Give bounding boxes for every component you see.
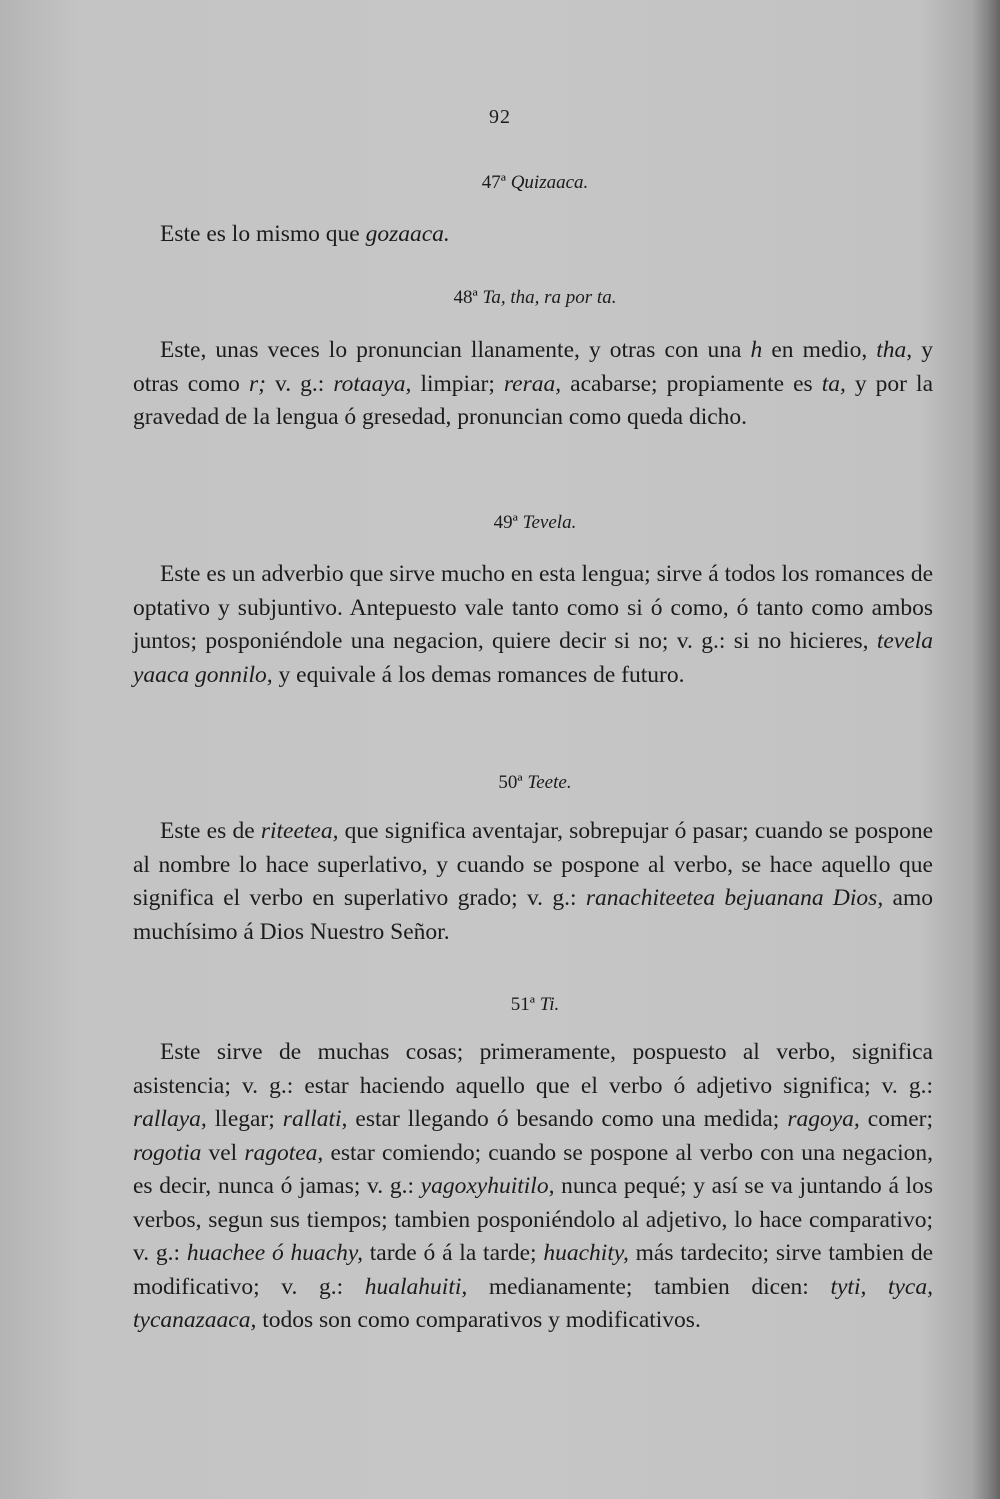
- italic-term: ranachiteetea bejuanana Dios,: [585, 885, 884, 911]
- body-text: Este es lo mismo que: [160, 221, 366, 247]
- section-title: Ta, tha, ra por ta.: [482, 287, 617, 308]
- body-text: Este es de: [160, 818, 261, 844]
- italic-term: gozaaca.: [365, 221, 450, 247]
- italic-term: reraa,: [503, 370, 562, 397]
- section-heading-51: [0, 994, 1000, 1016]
- italic-term: tyti, tyca, tycanazaaca,: [133, 1273, 933, 1333]
- italic-term: rallaya,: [133, 1106, 207, 1132]
- body-text: más tardecito; sirve tambien de modificativo; v. g.:: [133, 1240, 934, 1300]
- italic-term: ragoya,: [787, 1106, 860, 1132]
- body-text: acabarse; propiamente es: [561, 370, 822, 397]
- body-text: Este, unas veces lo pronuncian llanamente, y otras con una: [160, 337, 751, 363]
- body-text: en medio,: [762, 337, 877, 363]
- body-text: medianamente; tambien dicen:: [467, 1273, 831, 1300]
- italic-term: ta,: [821, 370, 846, 397]
- section-body-49: [133, 558, 933, 692]
- section-heading-47: [0, 172, 1000, 194]
- italic-term: rogotia: [133, 1139, 202, 1166]
- section-body-47: [133, 218, 933, 252]
- italic-term: huachity,: [543, 1240, 629, 1266]
- italic-term: h: [750, 337, 763, 363]
- body-text: Este es un adverbio que sirve mucho en esta lengua; sirve á todos los romances de optativo y subjuntivo. Antepuesto vale tanto como si ó como, ó tanto como ambos juntos; posponiéndole una negacion, quiere decir si no; v. g.: si no hicieres,: [133, 561, 933, 654]
- italic-term: tha,: [876, 337, 913, 363]
- body-text: Este sirve de muchas cosas; primeramente, pospuesto al verbo, significa asistencia; v. g.: estar haciendo aquello que el verbo ó adjetivo significa; v. g.:: [133, 1039, 933, 1099]
- section-title: Teete.: [527, 772, 572, 793]
- italic-term: r;: [248, 370, 266, 397]
- section-number: 48ª: [453, 287, 478, 308]
- body-text: y otras como: [133, 337, 933, 397]
- section-heading-48: [0, 287, 1000, 309]
- section-body-48: [133, 334, 933, 435]
- body-text: todos son como comparativos y modificativos.: [256, 1307, 701, 1333]
- italic-term: huachee ó huachy,: [186, 1240, 363, 1266]
- section-title: Quizaaca.: [510, 172, 589, 193]
- italic-term: riteetea,: [260, 818, 339, 844]
- section-number: 47ª: [481, 172, 506, 193]
- section-body-51: [133, 1036, 933, 1338]
- body-text: estar llegando ó besando como una medida;: [347, 1106, 788, 1132]
- body-text: llegar;: [206, 1106, 283, 1132]
- body-text: que significa aventajar, sobrepujar ó pasar; cuando se pospone al nombre lo hace superlativo, y cuando se pospone al verbo, se hace aquello que significa el verbo en superlativo grado; v. g.:: [133, 818, 933, 911]
- body-text: estar comiendo; cuando se pospone al verbo con una negacion, es decir, nunca ó jamas; v. g.:: [133, 1139, 933, 1199]
- section-body-50: [133, 815, 933, 949]
- body-text: v. g.:: [265, 370, 334, 397]
- section-heading-49: [0, 512, 1000, 534]
- section-number: 49ª: [493, 512, 518, 533]
- italic-term: hualahuiti,: [364, 1273, 468, 1300]
- italic-term: ragotea,: [244, 1139, 324, 1166]
- section-title: Tevela.: [522, 512, 577, 533]
- body-text: amo muchísimo á Dios Nuestro Señor.: [133, 885, 934, 945]
- body-text: y equivale á los demas romances de futuro.: [272, 661, 685, 688]
- section-number: 50ª: [498, 772, 523, 793]
- body-text: comer;: [859, 1106, 934, 1132]
- page-number: 92: [489, 106, 511, 128]
- body-text: limpiar;: [411, 370, 504, 397]
- body-text: nunca pequé; y así se va juntando á los verbos, segun sus tiempos; tambien posponiéndolo al adjetivo, lo hace comparativo; v. g.:: [133, 1173, 933, 1266]
- italic-term: rallati,: [282, 1106, 348, 1132]
- italic-term: rotaaya,: [333, 370, 412, 397]
- body-text: vel: [201, 1139, 245, 1166]
- body-text: y por la gravedad de la lengua ó gresedad, pronuncian como queda dicho.: [133, 370, 933, 430]
- italic-term: tevela yaaca gonnilo,: [133, 628, 933, 688]
- body-text: tarde ó á la tarde;: [362, 1240, 544, 1266]
- italic-term: yagoxyhuitilo,: [420, 1173, 555, 1199]
- page-spine-shadow: [972, 0, 1000, 1499]
- section-number: 51ª: [510, 994, 535, 1015]
- section-heading-50: [0, 772, 1000, 794]
- section-title: Ti.: [539, 994, 560, 1015]
